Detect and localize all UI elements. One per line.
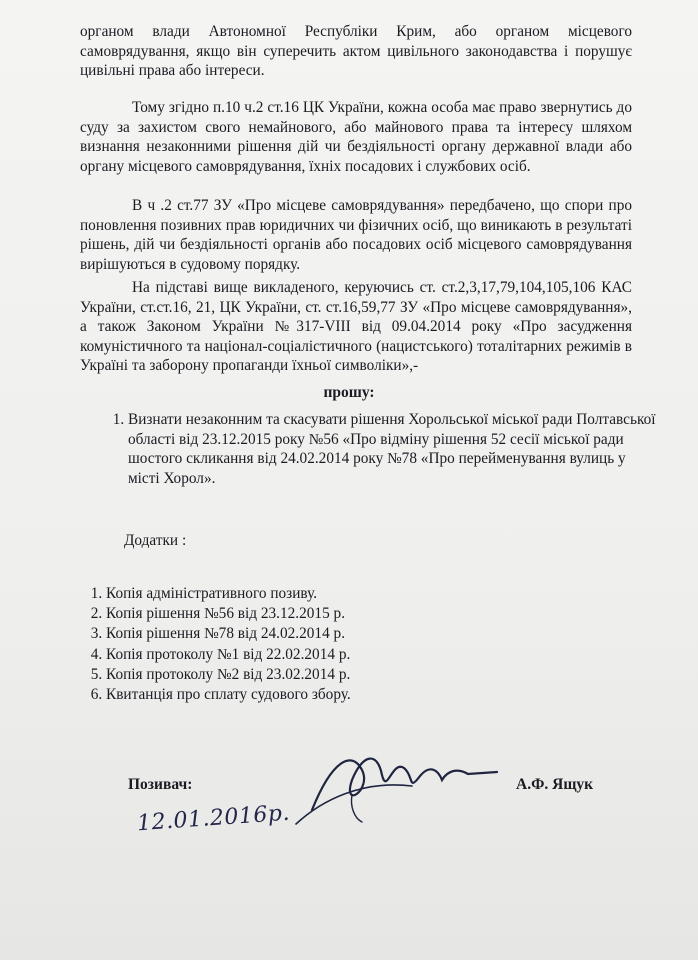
attachment-item: 1. Копія адміністративного позиву. bbox=[106, 584, 506, 604]
attachment-item: 4. Копія протоколу №1 від 22.02.2014 р. bbox=[106, 645, 506, 665]
request-list bbox=[104, 410, 658, 488]
attachments-list bbox=[82, 584, 506, 705]
paragraph-2: Тому згідно п.10 ч.2 ст.16 ЦК України, кожна особа має право звернутись до суду за захистом свого немайнового, або майнового права та інтересу шляхом визнання незаконними рішення дій чи бездіяльності органу державної влади або органу місцевого самоврядування, їхніх посадових і службових осіб. bbox=[80, 99, 632, 175]
request-item: 1. Визнати незаконним та скасувати рішення Хорольської міської ради Полтавської області від 23.12.2015 року №56 «Про відміну рішення 52 сесії міської ради шостого скликання від 24.02.2014 року №78 «Про перейменування вулиць у місті Хорол». bbox=[128, 410, 658, 488]
plaintiff-label: Позивач: bbox=[128, 776, 193, 793]
paragraph-4: На підставі вище викладеного, керуючись ст. ст.2,3,17,79,104,105,106 КАС України, ст.ст.16, 21, ЦК України, ст. ст.16,59,77 ЗУ «Про місцеве самоврядування», а також Законом України №317-VIII від 09.04.2014 року «Про засудження комуністичного та націонал-соціалістичного (нацистського) тоталітарних режимів в Україні та заборону пропаганди їхньої символіки»,- bbox=[80, 279, 632, 374]
attachment-item: 6. Квитанція про сплату судового збору. bbox=[106, 685, 506, 705]
paragraph-1: органом влади Автономної Республіки Крим, або органом місцевого самоврядування, якщо він суперечить актом цивільного законодавства і порушує цивільні права або інтереси. bbox=[80, 23, 632, 79]
attachment-item: 5. Копія протоколу №2 від 23.02.2014 р. bbox=[106, 665, 506, 685]
paragraph-3: В ч .2 ст.77 ЗУ «Про місцеве самоврядування» передбачено, що спори про поновлення позивних прав юридичних чи фізичних осіб, що виникають в результаті рішень, дій чи бездіяльності органів або посадових осіб місцевого самоврядування вирішуються в судовому порядку. bbox=[80, 197, 632, 273]
attachment-item: 2. Копія рішення №56 від 23.12.2015 р. bbox=[106, 604, 506, 624]
attachments-label: Додатки : bbox=[124, 532, 187, 549]
bleed-through-texture bbox=[150, 80, 670, 95]
signer-name: А.Ф. Ящук bbox=[516, 776, 594, 793]
signature-image bbox=[292, 740, 512, 830]
handwritten-date: 12.01.2016р. bbox=[136, 800, 291, 837]
attachment-item: 3. Копія рішення №78 від 24.02.2014 р. bbox=[106, 624, 506, 644]
request-heading: прошу: bbox=[323, 384, 375, 401]
